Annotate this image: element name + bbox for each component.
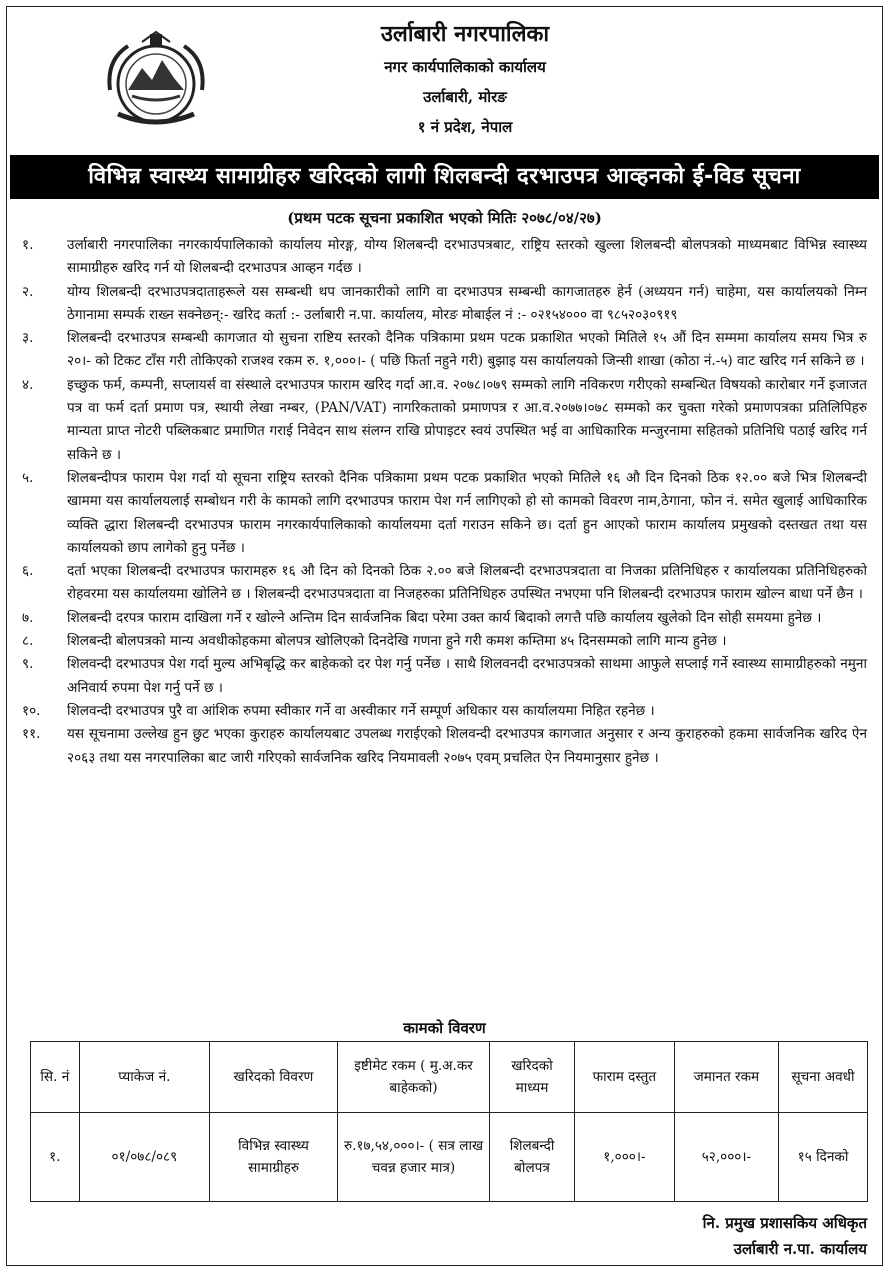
clause-number: ३.	[22, 330, 34, 347]
letterhead-text	[260, 14, 670, 142]
clause-text: योग्य शिलबन्दी दरभाउपत्रदाताहरूले यस सम्बन्धी थप जानकारीको लागि वा दरभाउपत्र सम्बन्धी कागजातहरु हेर्न (अध्ययन गर्न) चाहेमा, यस कार्यालयको निम्न ठेगानामा सम्पर्क राख्न सक्नेछन्:- खरिद कर्ता :- उर्लाबारी न.पा. कार्यालय, मोरङ मोबाईल नं :- ०२१५४००० वा ९८५२०३०९१९	[67, 283, 867, 323]
office-location: उर्लाबारी, मोरङ	[423, 88, 507, 106]
works-table-body	[31, 1113, 868, 1202]
clause-list	[22, 234, 867, 770]
table-cell: १,०००।-	[575, 1113, 675, 1202]
clause-text: शिलबन्दीपत्र फाराम पेश गर्दा यो सूचना राष्ट्रिय स्तरको दैनिक पत्रिकामा प्रथम पटक प्रकाशित भएको मितिले १६ औ दिन दिनको ठिक १२.०० बजे भित्र शिलबन्दी खाममा यस कार्यालयलाई सम्बोधन गरी के कामको लागि दरभाउपत्र फाराम पेश गर्न लागिएको हो सो कामको विवरण नाम,ठेगाना, फोन नं. समेत खुलाई आधिकारिक व्यक्ति द्धारा शिलबन्दी दरभाउपत्र फाराम नगरकार्यपालिकाको कार्यालयमा दर्ता गराउन सकिने छ। दर्ता हुन आएको फाराम कार्यालय प्रमुखको दस्तखत तथा यस कार्यालयको छाप लागेको हुनु पर्नेछ ।	[67, 469, 867, 556]
works-table-header-cell: प्याकेज नं.	[79, 1042, 209, 1113]
clause-number: ९.	[22, 656, 34, 673]
clause-item	[22, 281, 867, 328]
signature-block	[703, 1210, 867, 1262]
clause-number: १०.	[22, 702, 41, 719]
org-name: उर्लाबारी नगरपालिका	[380, 22, 550, 47]
works-table-header-cell: फाराम दस्तुत	[575, 1042, 675, 1113]
clause-text: शिलबन्दी बोलपत्रको मान्य अवधीकोहकमा बोलपत्र खोलिएको दिनदेखि गणना हुने गरी कमश कम्तिमा ४५ दिनसम्मको लागि मान्य हुनेछ ।	[67, 633, 727, 650]
clause-item	[22, 467, 867, 560]
clause-item	[22, 723, 867, 770]
clause-text: इच्छुक फर्म, कम्पनी, सप्लायर्स वा संस्थाले दरभाउपत्र फाराम खरिद गर्दा आ.व. २०७८।०७९ सम्मको लागि नविकरण गरीएको सम्बन्धित विषयको कारोबार गर्ने इजाजत पत्र वा फर्म दर्ता प्रमाण पत्र, स्थायी लेखा नम्बर, (PAN/VAT) नागरिकताको प्रमाणपत्र र आ.व.२०७७।०७८ सम्मको कर चुक्ता गरेको प्रमाणपत्रका प्रतिलिपिहरु मान्यता प्राप्त नोटरी पब्लिकबाट प्रमाणित गराई निवेदन साथ संलग्न राखि प्रोपाइटर स्वयं उपस्थित भई वा आधिकारिक मन्जुरनामा सहितको प्रतिनिधि पठाई खरिद गर्न सकिने छ ।	[67, 376, 867, 463]
clause-number: २.	[22, 283, 34, 300]
table-cell: शिलबन्दी बोलपत्र	[490, 1113, 575, 1202]
works-table-title: कामको विवरण	[403, 1019, 486, 1037]
clause-item	[22, 560, 867, 607]
table-cell: ०१/०७८/०८९	[79, 1113, 209, 1202]
table-cell: १.	[31, 1113, 80, 1202]
clause-number: ६.	[22, 563, 34, 580]
province-line: १ नं प्रदेश, नेपाल	[417, 118, 513, 136]
clause-text: यस सूचनामा उल्लेख हुन छुट भएका कुराहरु कार्यालयबाट उपलब्ध गराईएको शिलवन्दी दरभाउपत्र कागजात अनुसार र अन्य कुराहरुको हकमा सार्वजनिक खरिद ऐन २०६३ तथा यस नगरपालिका बाट जारी गरिएको सार्वजनिक खरिद नियमावली २०७५ एवम् प्रचलित ऐन नियमानुसार हुनेछ ।	[67, 726, 867, 766]
clause-number: ४.	[22, 376, 34, 393]
signatory-office: उर्लाबारी न.पा. कार्यालय	[733, 1240, 867, 1258]
clause-item	[22, 653, 867, 700]
table-cell: रु.१७,५४,०००।- ( सत्र लाख चवन्न हजार मात्र)	[338, 1113, 490, 1202]
works-table	[30, 1041, 868, 1202]
notice-title-banner: विभिन्न स्वास्थ्य सामाग्रीहरु खरिदको लागी शिलबन्दी दरभाउपत्र आव्हनको ई-विड सूचना	[10, 155, 879, 199]
clause-item	[22, 630, 867, 653]
clause-text: शिलबन्दी दरपत्र फाराम दाखिला गर्ने र खोल्ने अन्तिम दिन सार्वजनिक बिदा परेमा उक्त कार्य बिदाको लगत्तै पछि कार्यालय खुलेको दिन सोही समयमा हुनेछ ।	[67, 609, 822, 626]
clause-item	[22, 700, 867, 723]
clause-text: शिलबन्दी दरभाउपत्र सम्बन्धी कागजात यो सुचना राष्टिय स्तरको दैनिक पत्रिकामा प्रथम पटक प्रकाशित भएको मितिले १५ औं दिन सम्ममा कार्यालय समय भित्र रु २०।- को टिकट टाँस गरी तोकिएको राजश्व रकम रु. १,०००।- ( पछि फिर्ता नहुने गरी) बुझाइ यस कार्यालयको जिन्सी शाखा (कोठा नं.-५) वाट खरिद गर्न सकिने छ ।	[67, 330, 867, 370]
clause-item	[22, 607, 867, 630]
clause-number: ७.	[22, 609, 34, 626]
clause-text: शिलवन्दी दरभाउपत्र पेश गर्दा मुल्य अभिबृद्धि कर बाहेकको दर पेश गर्नु पर्नेछ । साथै शिलवनदी दरभाउपत्रको साथमा आफुले सप्लाई गर्ने स्वास्थ्य सामाग्रीहरुको नमुना अनिवार्य रुपमा पेश गर्नु पर्ने छ ।	[67, 656, 867, 696]
table-cell: ५२,०००।-	[674, 1113, 778, 1202]
clause-number: ११.	[22, 726, 41, 743]
works-table-header-cell: खरिदको माध्यम	[490, 1042, 575, 1113]
works-table-header-row	[31, 1042, 868, 1113]
clause-item	[22, 327, 867, 374]
signatory-title: नि. प्रमुख प्रशासकिय अधिकृत	[702, 1214, 867, 1232]
letterhead	[0, 14, 889, 156]
clause-text: दर्ता भएका शिलबन्दी दरभाउपत्र फारामहरु १६ औ दिन को दिनको ठिक २.०० बजे शिलबन्दी दरभाउपत्रदाता वा निजका प्रतिनिधिहरु र कार्यालयका प्रतिनिधिहरुको रोहवरमा यस कार्यालयमा खोलिने छ । शिलबन्दी दरभाउपत्रदाता वा निजहरुका प्रतिनिधिहरु उपस्थित नभएमा पनि शिलबन्दी दरभाउपत्र फाराम खोल्न बाधा पर्ने छैन ।	[67, 563, 867, 603]
clause-number: ८.	[22, 633, 34, 650]
office-name: नगर कार्यपालिकाको कार्यालय	[384, 58, 546, 76]
clause-number: ५.	[22, 469, 34, 486]
clause-text: शिलवन्दी दरभाउपत्र पुरै वा आंशिक रुपमा स्वीकार गर्ने वा अस्वीकार गर्ने सम्पूर्ण अधिकार यस कार्यालयमा निहित रहनेछ ।	[67, 702, 655, 719]
nepal-emblem-icon	[98, 30, 214, 134]
works-table-header-cell: सूचना अवधी	[779, 1042, 868, 1113]
works-table-header-cell: सि. नं	[31, 1042, 80, 1113]
works-table-header-cell: खरिदको विवरण	[210, 1042, 338, 1113]
table-row	[31, 1113, 868, 1202]
table-cell: १५ दिनको	[779, 1113, 868, 1202]
works-table-header-cell: जमानत रकम	[674, 1042, 778, 1113]
clause-number: १.	[22, 237, 34, 253]
clause-item	[22, 234, 867, 281]
publication-date: (प्रथम पटक सूचना प्रकाशित भएको मितिः २०७८/०४/२७)	[287, 209, 602, 227]
works-table-header-cell: इष्टीमेट रकम ( मु.अ.कर बाहेकको)	[338, 1042, 490, 1113]
table-cell: विभिन्न स्वास्थ्य सामाग्रीहरु	[210, 1113, 338, 1202]
clause-text: उर्लाबारी नगरपालिका नगरकार्यपालिकाको कार्यालय मोरङ्ग, योग्य शिलबन्दी दरभाउपत्रबाट, राष्ट्रिय स्तरको खुल्ला शिलबन्दी बोलपत्रको माध्यमबाट विभिन्न स्वास्थ्य सामाग्रीहरु खरिद गर्न यो शिलबन्दी दरभाउपत्र आव्हन गर्दछ ।	[67, 237, 867, 277]
clause-item	[22, 374, 867, 467]
